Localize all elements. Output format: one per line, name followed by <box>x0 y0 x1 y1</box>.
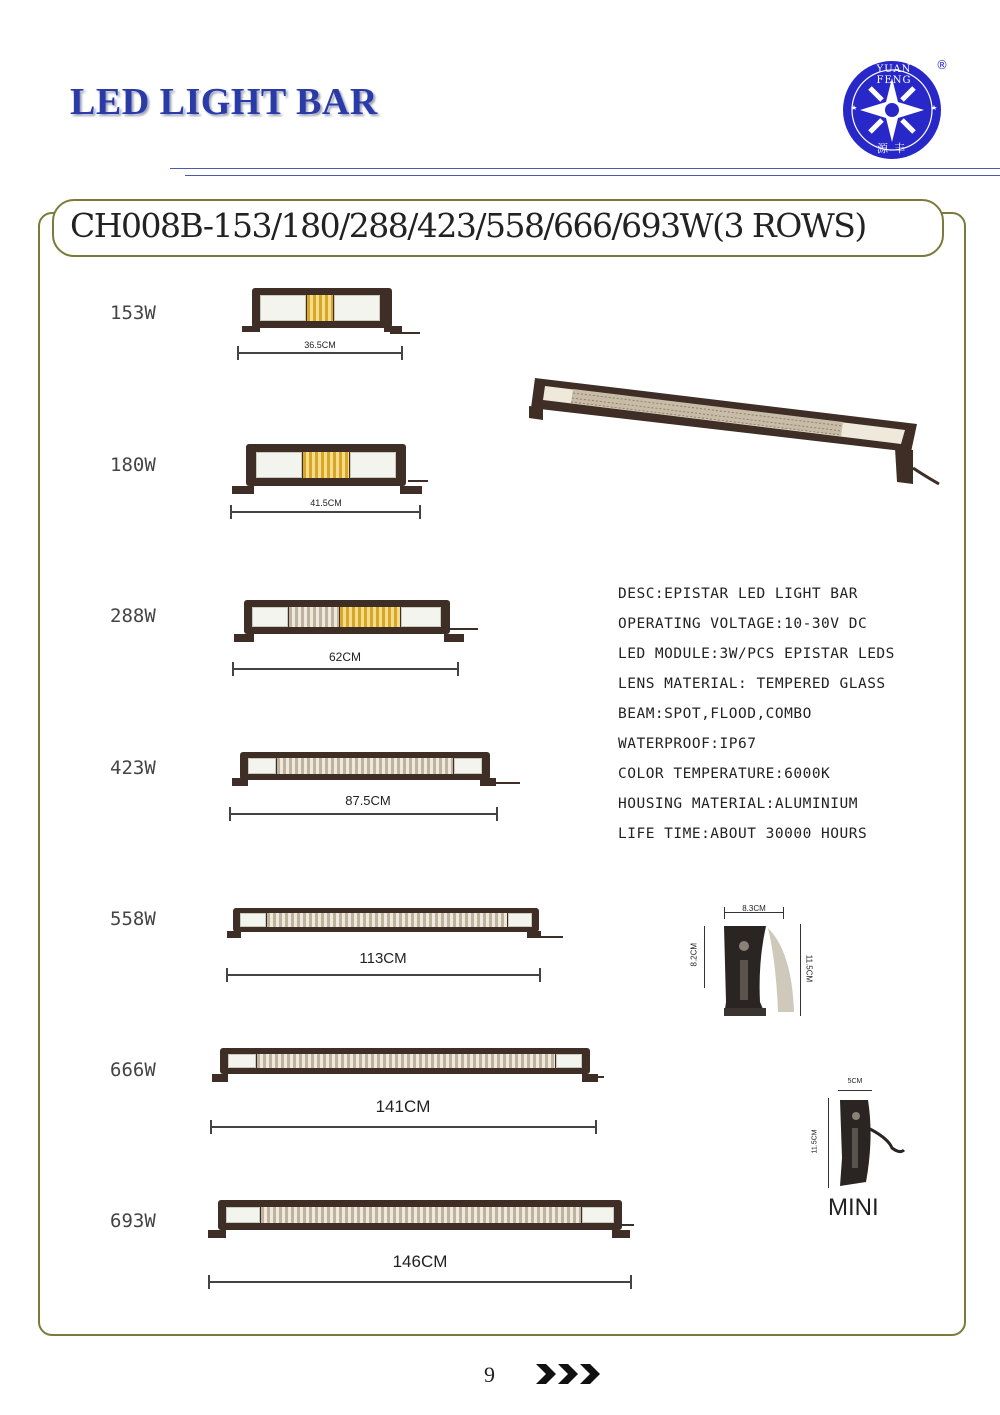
spec-color-temp: COLOR TEMPERATURE:6000K <box>618 766 831 782</box>
light-bar-image-693w <box>208 1200 634 1240</box>
length-label-180w: 41.5CM <box>310 498 342 508</box>
light-bar-image-153w <box>240 288 420 344</box>
variant-watt-288: 288W <box>110 605 156 627</box>
spec-housing: HOUSING MATERIAL:ALUMINIUM <box>618 796 858 812</box>
logo-brand-text: YUAN FENG <box>876 64 912 86</box>
page-number: 9 <box>484 1362 495 1387</box>
variant-watt-180: 180W <box>110 454 156 476</box>
length-label-558w: 113CM <box>359 950 407 967</box>
brand-logo <box>840 58 950 163</box>
bracket-width-label: 8.3CM <box>742 904 766 913</box>
spec-beam: BEAM:SPOT,FLOOD,COMBO <box>618 706 812 722</box>
dimension-line-423w <box>230 813 497 815</box>
spec-lens: LENS MATERIAL: TEMPERED GLASS <box>618 676 886 692</box>
dimension-line-693w <box>209 1281 631 1283</box>
length-label-153w: 36.5CM <box>304 340 336 350</box>
spec-desc: DESC:EPISTAR LED LIGHT BAR <box>618 586 858 602</box>
triple-chevron-right-icon[interactable] <box>534 1362 606 1386</box>
spec-voltage: OPERATING VOLTAGE:10-30V DC <box>618 616 868 632</box>
variant-watt-423: 423W <box>110 757 156 779</box>
mini-bracket-width-label: 5CM <box>847 1078 863 1085</box>
page-title: LED LIGHT BAR <box>70 81 378 123</box>
dimension-line-180w <box>231 511 420 513</box>
bracket-depth-label: 11.5CM <box>804 954 814 983</box>
light-bar-hero-image <box>525 372 945 492</box>
spec-led-module: LED MODULE:3W/PCS EPISTAR LEDS <box>618 646 895 662</box>
light-bar-image-180w <box>232 444 432 500</box>
variant-watt-153: 153W <box>110 302 156 324</box>
dimension-line-153w <box>238 352 402 354</box>
length-label-288w: 62CM <box>328 650 361 664</box>
variant-watt-666: 666W <box>110 1059 156 1081</box>
header-divider <box>170 168 1000 169</box>
spec-lifetime: LIFE TIME:ABOUT 30000 HOURS <box>618 826 868 842</box>
dimension-line-288w <box>233 668 458 670</box>
bracket-diagram <box>686 904 826 1020</box>
light-bar-image-558w <box>227 908 563 942</box>
mini-label: MINI <box>828 1194 879 1221</box>
logo-chinese-text: 源丰 <box>877 142 911 155</box>
light-bar-image-666w <box>212 1048 604 1084</box>
dimension-line-666w <box>211 1126 596 1128</box>
mini-bracket-depth-label: 11.5CM <box>811 1129 819 1154</box>
light-bar-image-423w <box>232 752 520 792</box>
length-label-423w: 87.5CM <box>345 793 391 808</box>
variant-watt-558: 558W <box>110 908 156 930</box>
variant-watt-693: 693W <box>110 1210 156 1232</box>
light-bar-image-288w <box>234 600 478 646</box>
model-title: CH008B-153/180/288/423/558/666/693W(3 ROWS) <box>70 206 866 245</box>
length-label-666w: 141CM <box>375 1097 431 1116</box>
mini-bracket-diagram <box>808 1078 908 1190</box>
registered-mark: ® <box>936 58 948 72</box>
length-label-693w: 146CM <box>392 1252 448 1271</box>
bracket-height-label: 8.2CM <box>689 942 699 967</box>
spec-waterproof: WATERPROOF:IP67 <box>618 736 757 752</box>
header-divider <box>185 175 1000 176</box>
dimension-line-558w <box>227 974 540 976</box>
